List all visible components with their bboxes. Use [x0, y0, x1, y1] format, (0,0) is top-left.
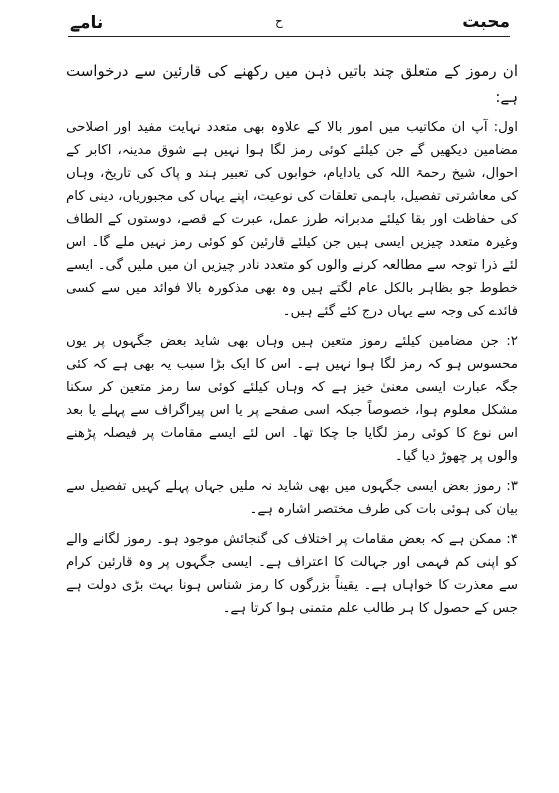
document-body [66, 58, 518, 620]
paragraph-4: ۴: ممکن ہے کہ بعض مقامات پر اختلاف کی گنجائش موجود ہو۔ رموز لگانے والے کو اپنی کم فہمی اور جہالت کا اعتراف ہے۔ ایسی جگہوں پر وہ قارئین کرام سے معذرت کا خواہاں ہے۔ یقیناً بزرگوں کا رمز شناس ہونا بہت بڑی دولت ہے جس کے حصول کا ہر طالب علم متمنی ہوا کرتا ہے۔ [66, 532, 518, 616]
page-marker: ح [275, 14, 283, 28]
paragraph-1: اول: آپ ان مکاتیب میں امور بالا کے علاوہ بھی متعدد نہایت مفید اور اصلاحی مضامین دیکھیں گے جن کیلئے کوئی رمز لگا ہوا نہیں ہے شوق مدینہ، اکابر کے احوال، شیخ رحمۃ اللہ کی یادایام، خوابوں کی تعبیر ہند و پاک کی تاریخ، وہاں کی معاشرتی تفصیل، باہمی تعلقات کی نوعیت، اپنے یہاں کی مجبوریاں، دینی کام کی حفاظت اور بقا کیلئے مدبرانہ طرز عمل، عبرت کے قصے، دوستوں کے الطاف وغیرہ متعدد چیزیں ایسی ہیں جن کیلئے قارئین کو کوئی رمز نہیں ملے گا۔ اس لئے ذرا توجہ سے مطالعہ کرنے والوں کو متعدد نادر چیزیں ان میں ملیں گی۔ ایسے خطوط جو بظاہر بالکل عام لگتے ہیں وہ بھی مذکورہ بالا فوائد میں سے کسی فائدے کی وجہ سے یہاں درج کئے گئے ہیں۔ [66, 120, 518, 319]
paragraph-3: ۳: رموز بعض ایسی جگہوں میں بھی شاید نہ ملیں جہاں پہلے کہیں تفصیل سے بیان کی ہوئی بات کی طرف مختصر اشارہ ہے۔ [66, 479, 518, 517]
page-header [70, 10, 510, 36]
header-rule [68, 36, 510, 37]
running-title-right: نامے [70, 13, 104, 33]
running-title: محبت [462, 12, 510, 32]
intro-line: ان رموز کے متعلق چند باتیں ذہن میں رکھنے کی قارئین سے درخواست ہے: [66, 62, 518, 106]
paragraph-2: ۲: جن مضامین کیلئے رموز متعین ہیں وہاں بھی شاید بعض جگہوں پر یوں محسوس ہو کہ رمز لگا ہوا نہیں ہے۔ اس کا ایک بڑا سبب یہ بھی ہے کہ کئی جگہ عبارت ایسی معنیٰ خیز ہے کہ وہاں کیلئے کوئی سا رمز متعین کر سکنا مشکل معلوم ہوا، خصوصاً جبکہ اسی صفحے پر یا اس پیراگراف سے پہلے یا بعد اس نوع کا کوئی رمز لگایا جا چکا تھا۔ اس لئے ایسے مقامات پر فیصلہ پڑھنے والوں پر چھوڑ دیا گیا۔ [66, 334, 518, 464]
